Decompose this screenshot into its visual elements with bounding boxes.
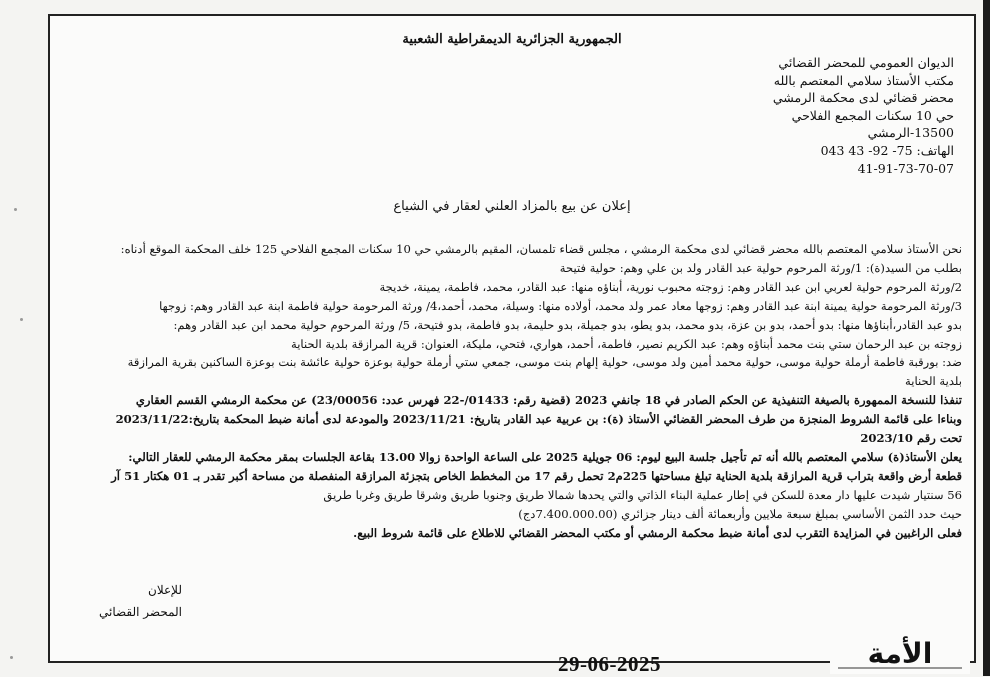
notice-body	[62, 240, 962, 543]
signature-line: المحضر القضائي	[99, 605, 182, 619]
newspaper-logo-mark	[830, 634, 970, 674]
body-line: بدو عبد القادر،أبناؤها منها: بدو أحمد، بدو بن عزة، بدو محمد، بدو يطو، بدو جميلة، بدو حليمة، بدو فاطمة، بدو فتيحة، 5/ ورثة المرحوم حولية محمد ابن عبد القادر وهم:	[173, 317, 962, 332]
header-line: 41-91-73-70-07	[857, 160, 954, 176]
scan-speck	[20, 318, 23, 321]
body-line: زوجته بن عبد الرحمان ستي بنت محمد أبناؤه وهم: عبد الكريم نصير، فاطمة، أحمد، هواري، فتحي، مليكة، العنوان: قرية المرازقة بلدية الحناية	[290, 336, 962, 351]
scan-speck	[10, 656, 13, 659]
header-line: الهاتف: 75- 92- 43 043	[820, 142, 954, 158]
body-line: فعلى الراغبين في المزايدة التقرب لدى أمانة ضبط محكمة الرمشي أو مكتب المحضر القضائي للاطلاع على قائمة شروط البيع.	[353, 525, 962, 540]
body-line: تنفذا للنسخة الممهورة بالصيغة التنفيذية عن الحكم الصادر في 18 جانفي 2023 (قضية رقم: 01433/-22 فهرس عدد: 23/00056) عن محكمة الرمشي القسم العقاري	[135, 393, 962, 408]
body-line: 2/ورثة المرحوم حولية لعربي ابن عبد القادر وهم: زوجته محبوب نورية، أبناؤه منها: عبد القادر، محمد، فاطمة، يمينة، خديجة	[379, 279, 962, 294]
header-line: مكتب الأستاذ سلامي المعتصم بالله	[773, 72, 954, 88]
publication-date: 29-06-2025	[558, 652, 661, 676]
header-line: الديوان العمومي للمحضر القضائي	[778, 55, 954, 70]
header-line: محضر قضائي لدى محكمة الرمشي	[772, 90, 954, 106]
body-line: نحن الأستاذ سلامي المعتصم بالله محضر قضائي لدى محكمة الرمشي ، مجلس قضاء تلمسان، المقيم بالرمشي حي 10 سكنات المجمع الفلاحي 125 خلف المحكمة الموقع أدناه:	[120, 242, 962, 256]
page-edge-strip	[983, 0, 990, 676]
scan-speck	[14, 208, 17, 211]
notice-title: إعلان عن بيع بالمزاد العلني لعقار في الشياع	[393, 199, 631, 214]
header-line: حي 10 سكنات المجمع الفلاحي	[791, 107, 954, 123]
body-line: يعلن الأستاذ(ة) سلامي المعتصم بالله أنه تم تأجيل جلسة البيع ليوم: 06 جويلية 2025 على الساعة الواحدة زوالا 13.00 بقاعة الجلسات بمقر محكمة الرمشي للعقار التالي:	[128, 449, 962, 464]
body-line: قطعة أرض واقعة بتراب قرية المرازقة بلدية الحناية تبلغ مساحتها 225م2 تحمل رقم 17 من المخطط الخاص بتجزئة المرازقة المنفصلة من مساحة أكبر تقدر بـ 01 هكتار 51 آر	[111, 468, 962, 483]
body-line: بلدية الحناية	[905, 374, 962, 389]
signature-block	[62, 579, 182, 623]
svg-text:الأمة: الأمة	[867, 637, 933, 670]
bailiff-header	[534, 54, 954, 177]
signature-line: للإعلان	[148, 583, 182, 597]
body-line: ضد: بورقبة فاطمة أرملة حولية موسى، حولية محمد أمين ولد موسى، حولية إلهام بنت موسى، جمعي ستي أرملة حولية بوعزة حولية عائشة بنت بوعزة الساكنين بقرية المرازقة	[127, 355, 962, 370]
body-line: تحت رقم 2023/10	[860, 431, 962, 446]
republic-heading: الجمهورية الجزائرية الديمقراطية الشعبية	[402, 32, 622, 47]
header-line: 13500-الرمشي	[867, 125, 954, 141]
body-line: حيث حدد الثمن الأساسي بمبلغ سبعة ملايين وأربعمائة ألف دينار جزائري (7.400.000.00دج)	[518, 506, 962, 521]
legal-notice-frame	[48, 14, 976, 676]
newspaper-logo	[830, 634, 970, 674]
body-line: وبناءا على قائمة الشروط المنجزة من طرف المحضر القضائي الأستاذ (ة): بن عربية عبد القادر بتاريخ: 2023/11/21 والمودعة لدى أمانة ضبط المحكمة بتاريخ:2023/11/22	[115, 412, 962, 427]
body-line: 3/ورثة المرحومة حولية يمينة ابنة عبد القادر وهم: زوجها معاد عمر ولد محمد، أولاده منها: وسيلة، محمد، أحمد،4/ ورثة المرحومة حولية فاطمة ابنة عبد القادر وهم: زوجها	[159, 298, 962, 313]
body-line: 56 سنتيار شيدت عليها دار معدة للسكن في إطار عملية البناء الذاتي والتي يحدها شمالا طريق وجنوبا طريق وشرقا طريق وغربا طريق	[323, 487, 962, 502]
body-line: بطلب من السيد(ة): 1/ورثة المرحوم حولية عبد القادر ولد بن علي وهم: حولية فتيحة	[559, 260, 962, 275]
